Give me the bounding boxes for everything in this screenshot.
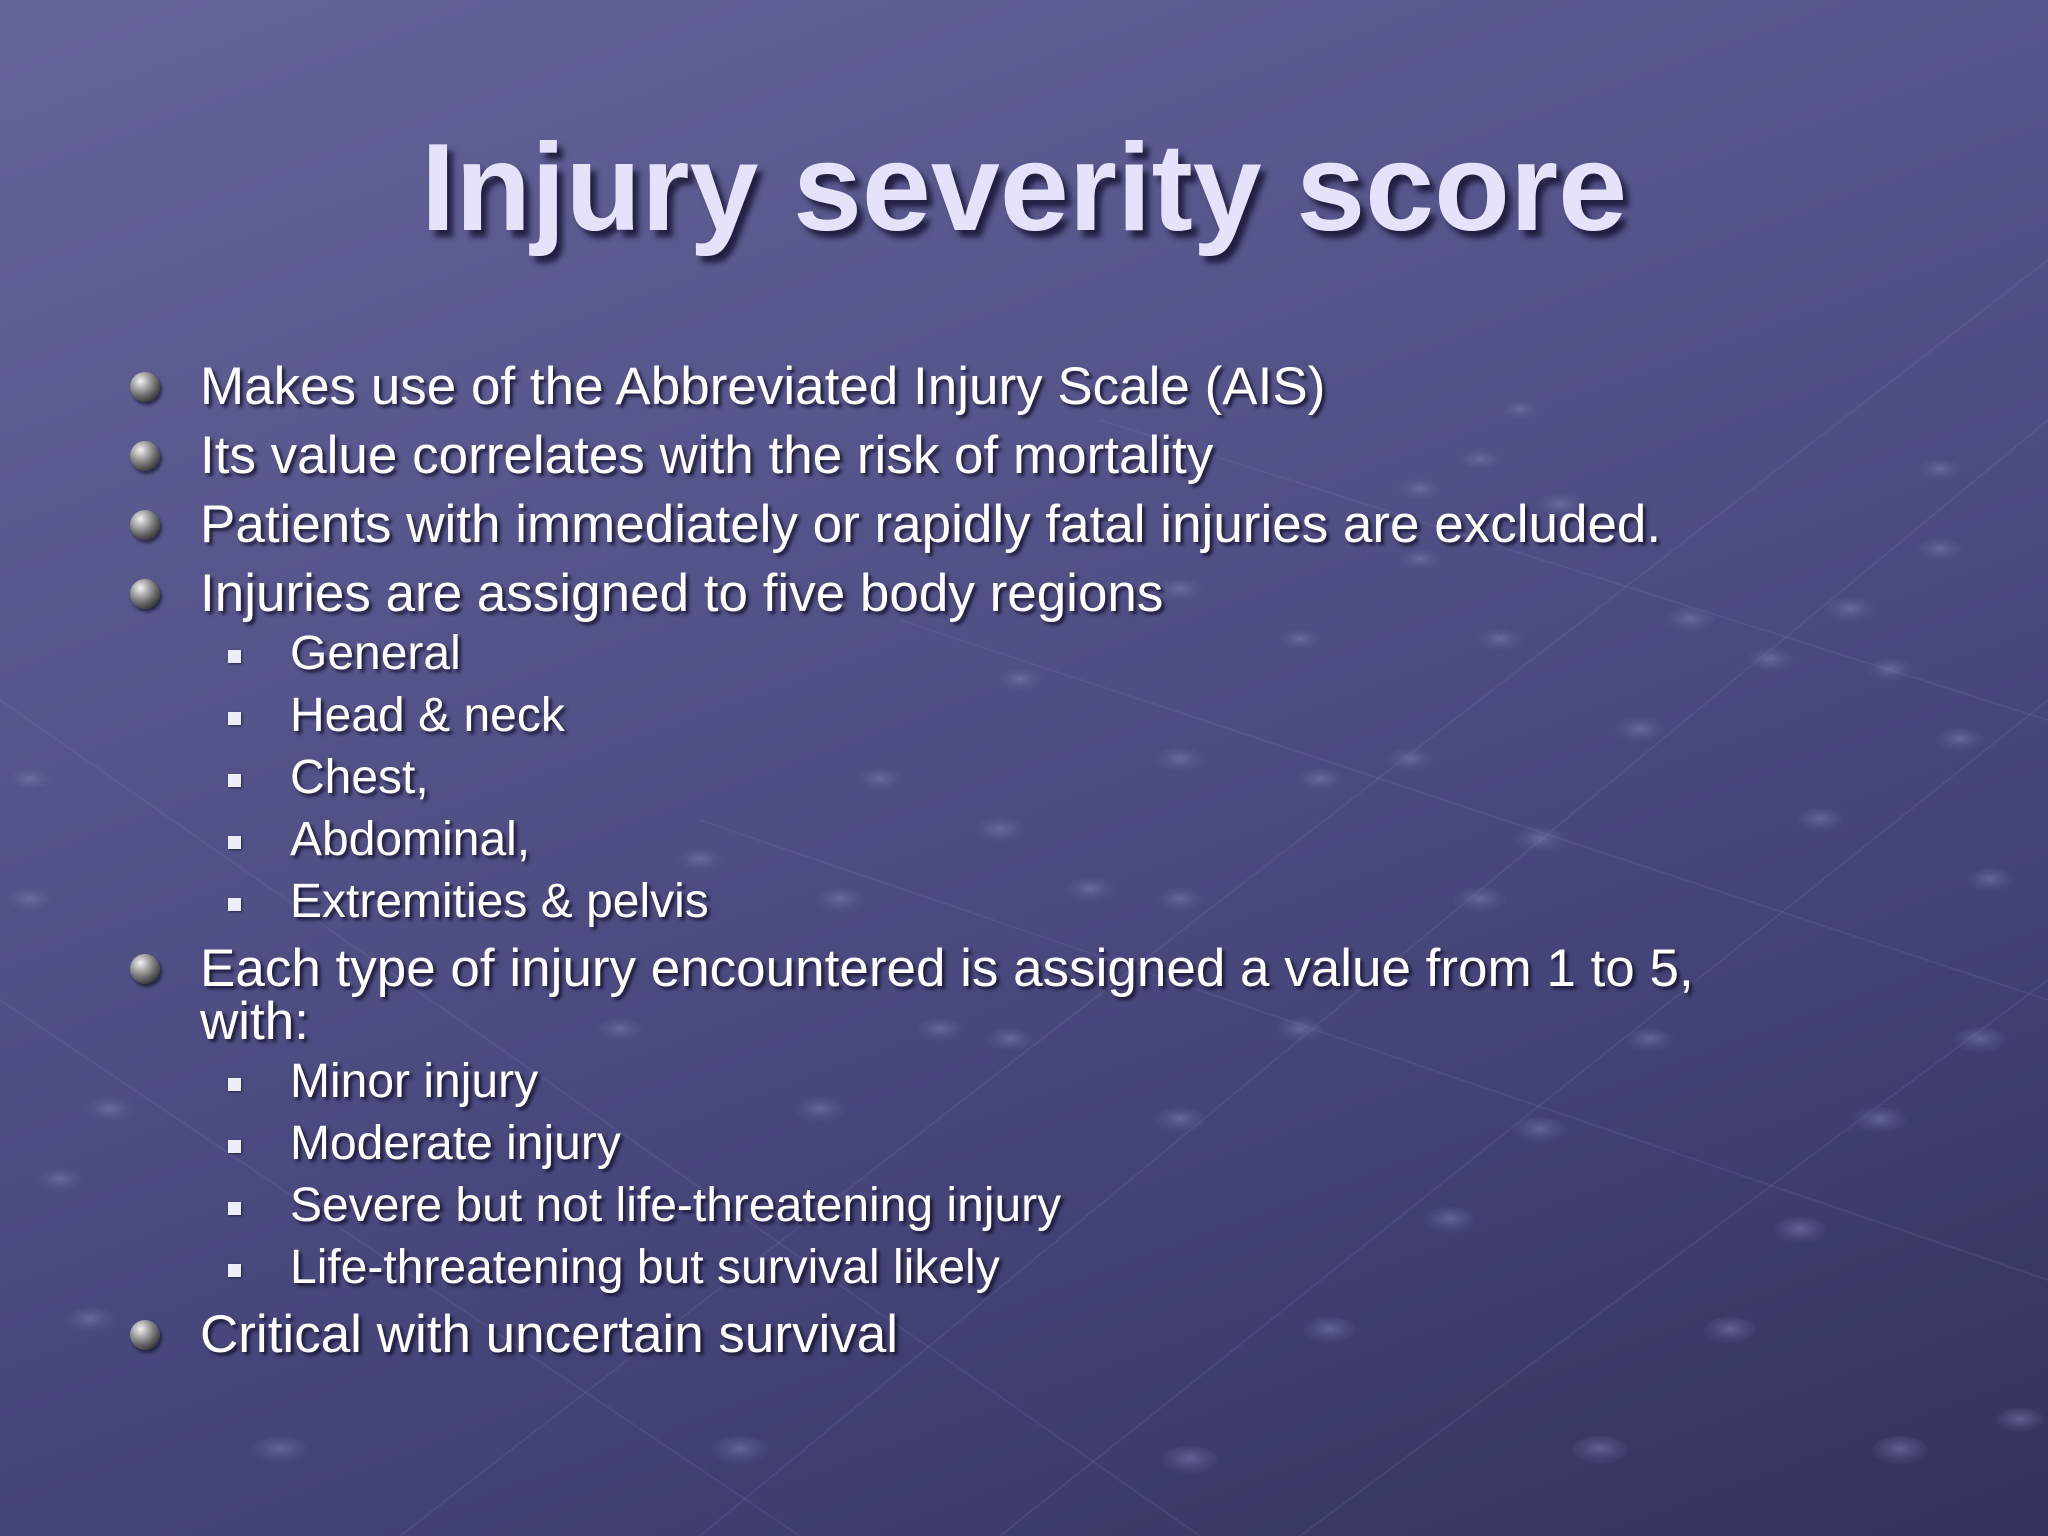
square-bullet-icon	[228, 1264, 241, 1277]
sub-bullet-text: General	[290, 627, 461, 680]
bullet-text-line-2: with:	[200, 992, 309, 1051]
bullet-item	[130, 426, 2010, 485]
sub-bullet-item	[130, 1117, 2010, 1170]
bullet-text: Critical with uncertain survival	[200, 1305, 899, 1364]
square-bullet-icon	[228, 774, 241, 787]
sub-bullet-item	[130, 751, 2010, 804]
square-bullet-icon	[228, 1078, 241, 1091]
square-bullet-icon	[228, 898, 241, 911]
sub-bullet-text: Head & neck	[290, 689, 565, 742]
sphere-bullet-icon	[130, 954, 160, 984]
square-bullet-icon	[228, 1140, 241, 1153]
sub-bullet-text: Minor injury	[290, 1055, 539, 1108]
bullet-item	[130, 357, 2010, 416]
sub-bullet-item	[130, 1179, 2010, 1232]
bullet-text: Patients with immediately or rapidly fatal injuries are excluded.	[200, 495, 1662, 554]
sub-bullet-item	[130, 875, 2010, 928]
sphere-bullet-icon	[130, 441, 160, 471]
sub-bullet-item	[130, 1055, 2010, 1108]
sub-bullet-text: Chest,	[290, 751, 429, 804]
sub-bullet-text: Life-threatening but survival likely	[290, 1241, 1000, 1294]
bullet-item	[130, 564, 2010, 623]
slide-title: Injury severity score	[420, 119, 1628, 257]
bullet-text: Its value correlates with the risk of mortality	[200, 426, 1214, 485]
sub-bullet-text: Moderate injury	[290, 1117, 621, 1170]
square-bullet-icon	[228, 836, 241, 849]
sphere-bullet-icon	[130, 579, 160, 609]
bullet-text-line-1: Each type of injury encountered is assigned a value from 1 to 5,	[200, 939, 1694, 998]
bullet-item	[130, 495, 2010, 554]
bullet-item	[130, 939, 2010, 1051]
square-bullet-icon	[228, 1202, 241, 1215]
bullet-item	[130, 1305, 2010, 1364]
sphere-bullet-icon	[130, 1320, 160, 1350]
bullet-text: Injuries are assigned to five body regions	[200, 564, 1164, 623]
sphere-bullet-icon	[130, 510, 160, 540]
square-bullet-icon	[228, 712, 241, 725]
bullet-list	[130, 357, 2010, 1364]
sub-bullet-item	[130, 813, 2010, 866]
bullet-text: Makes use of the Abbreviated Injury Scale (AIS)	[200, 357, 1326, 416]
sub-bullet-item	[130, 1241, 2010, 1294]
sub-bullet-text: Abdominal,	[290, 813, 531, 866]
sub-bullet-item	[130, 627, 2010, 680]
sub-bullet-text: Extremities & pelvis	[290, 875, 709, 928]
square-bullet-icon	[228, 650, 241, 663]
sub-bullet-item	[130, 689, 2010, 742]
sphere-bullet-icon	[130, 372, 160, 402]
sub-bullet-text: Severe but not life-threatening injury	[290, 1179, 1062, 1232]
